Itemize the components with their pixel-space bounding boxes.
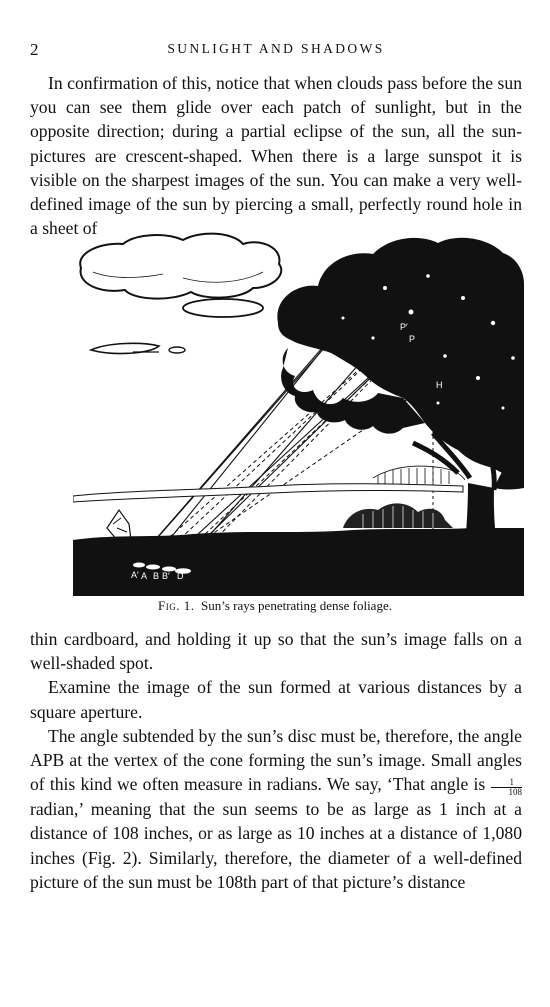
paragraph-examine: Examine the image of the sun formed at various distances by a square aperture.: [30, 677, 522, 722]
caption-label: Fig. 1.: [158, 598, 195, 613]
label-b: B: [153, 571, 160, 581]
cloud-small: [183, 299, 263, 317]
caption-text: Sun’s rays penetrating dense foliage.: [201, 598, 392, 613]
body-text-top: [30, 71, 522, 240]
label-p-prime: P′: [400, 322, 408, 332]
horizon-hills: [73, 484, 463, 502]
label-h: H: [436, 380, 443, 390]
page-header: [30, 40, 522, 62]
cloud-puff: [169, 347, 185, 353]
label-a-prime: A′: [131, 570, 139, 580]
cloud-large: [80, 234, 281, 299]
paragraph-confirmation: In confirmation of this, notice that when clouds pass before the sun you can see them glide over each patch of sunlight, but in the opposite direction; during a partial eclipse of the sun, all the sun-pictures are crescent-shaped. When there is a large sunspot it is visible on the sharpest images of the sun. You can make a very well-defined image of the sun by piercing a small, perfectly round hole in a sheet of: [30, 73, 522, 239]
paragraph-angle-end: radian,’ meaning that the sun seems to be as large as 1 inch at a distance of 108 inches, or as large as 10 inches at a distance of 1,080 inches (Fig. 2). Similarly, therefore, the diameter of a well-defined picture of the sun must be 108th part of that picture’s distance: [30, 799, 522, 892]
figure-caption: [0, 598, 550, 614]
label-a: A: [141, 571, 148, 581]
label-p: P: [409, 334, 416, 344]
fraction-one-over-108: $\frac{1}{108}$: [491, 778, 523, 797]
midground-bushes: [343, 503, 453, 528]
running-head: SUNLIGHT AND SHADOWS: [167, 41, 385, 56]
body-text-bottom: [30, 627, 522, 894]
paragraph-angle-start: The angle subtended by the sun’s disc must be, therefore, the angle APB at the vertex of the cone forming the sun’s image. Small angles of this kind we often measure in radians. We say, ‘That angle is: [30, 725, 522, 795]
paragraph-continuation: thin cardboard, and holding it up so that the sun’s image falls on a well-shaded spot.: [30, 629, 522, 674]
ground-shadow: [73, 528, 524, 596]
paragraph-angle: [30, 724, 522, 894]
label-d: D: [177, 571, 184, 581]
page-number: 2: [30, 40, 39, 59]
label-b-prime: B′: [162, 571, 170, 581]
figure-sun-rays-illustration: [73, 228, 524, 598]
